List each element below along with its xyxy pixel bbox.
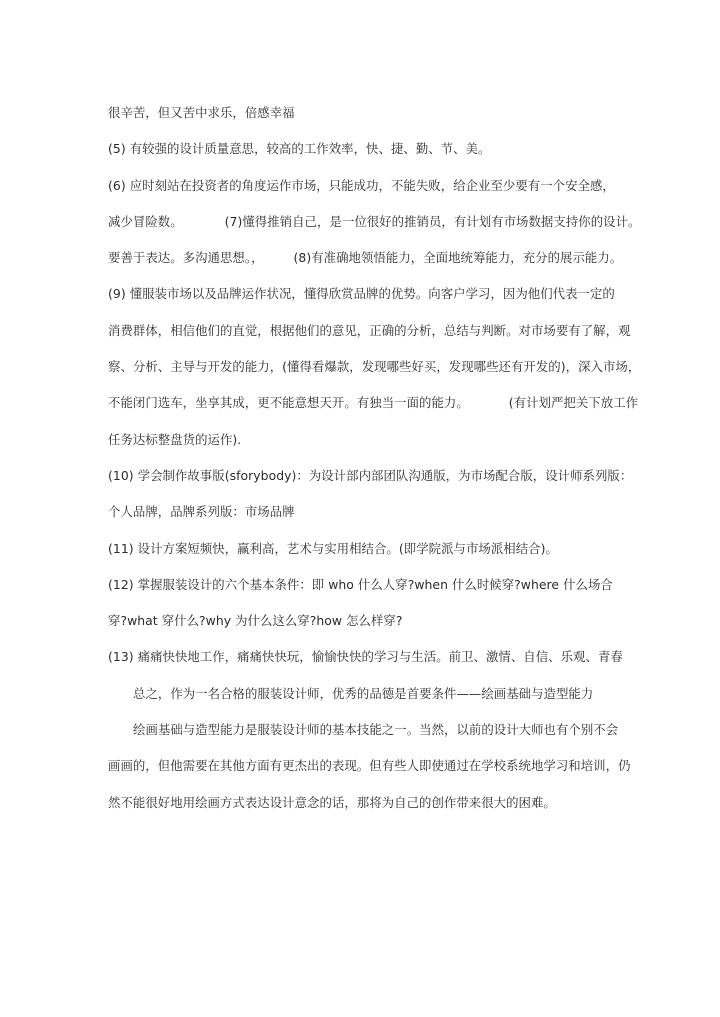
text-segment: (有计划严把关下放工作 bbox=[508, 395, 639, 411]
list-item-8: (8)有准确地领悟能力，全面地统筹能力，充分的展示能力。 bbox=[293, 250, 623, 266]
text-line-19: 画画的，但他需要在其他方面有更杰出的表现。但有些人即使通过在学校系统地学习和培训，仍 bbox=[108, 758, 631, 774]
text-line-9 bbox=[108, 385, 639, 421]
text-line-7: 消费群体，相信他们的直觉，根据他们的意见，正确的分析，总结与判断。对市场要有了解，观 bbox=[108, 322, 631, 338]
list-item-9: (9) 懂服装市场以及品牌运作状况，懂得欣赏品牌的优势。向客户学习，因为他们代表一定的 bbox=[108, 286, 615, 302]
text-line-5 bbox=[108, 240, 623, 276]
text-line-15: 穿?what 穿什么?why 为什么这么穿?how 怎么样穿? bbox=[108, 613, 403, 629]
text-segment: 减少冒险数。 bbox=[108, 213, 183, 229]
text-line-12: 个人品牌，品牌系列版：市场品牌 bbox=[108, 504, 295, 520]
list-item-5: (5) 有较强的设计质量意思，较高的工作效率，快、捷、勤、节、美。 bbox=[108, 141, 491, 157]
text-line-20: 然不能很好地用绘画方式表达设计意念的话，那将为自己的创作带来很大的困难。 bbox=[108, 794, 556, 810]
list-item-6: (6) 应时刻站在投资者的角度运作市场，只能成功，不能失败，给企业至少要有一个安全感， bbox=[108, 177, 615, 193]
paragraph-drawing-start: 绘画基础与造型能力是服装设计师的基本技能之一。当然，以前的设计大师也有个别不会 bbox=[133, 722, 619, 738]
list-item-13: (13) 痛痛快快地工作，痛痛快快玩，愉愉快快的学习与生活。前卫、激情、自信、乐观、青春 bbox=[108, 649, 623, 665]
list-item-7: (7)懂得推销自己，是一位很好的推销员，有计划有市场数据支持你的设计。 bbox=[224, 213, 641, 229]
text-segment: 要善于表达。多沟通思想。， bbox=[108, 250, 264, 266]
list-item-11: (11) 设计方案短频快，赢利高，艺术与实用相结合。(即学院派与市场派相结合)。 bbox=[108, 540, 558, 556]
document-page bbox=[108, 95, 641, 821]
text-line-1: 很辛苦，但又苦中求乐，倍感幸福 bbox=[108, 105, 295, 120]
text-line-8: 察、分析、主导与开发的能力，(懂得看爆款，发现哪些好买，发现哪些还有开发的)，深入市场， bbox=[108, 359, 641, 375]
text-line-4 bbox=[108, 204, 641, 240]
list-item-10: (10) 学会制作故事版(sforybody)：为设计部内部团队沟通版，为市场配合版，设计师系列版： bbox=[108, 467, 633, 483]
text-line-10: 任务达标整盘货的运作). bbox=[108, 431, 242, 447]
paragraph-summary: 总之，作为一名合格的服装设计师，优秀的品德是首要条件——绘画基础与造型能力 bbox=[133, 685, 594, 701]
text-segment: 不能闭门选车，坐享其成，更不能意想天开。有独当一面的能力。 bbox=[108, 395, 469, 411]
list-item-12: (12) 掌握服装设计的六个基本条件：即 who 什么人穿?when 什么时候穿?where 什么场合 bbox=[108, 576, 613, 592]
